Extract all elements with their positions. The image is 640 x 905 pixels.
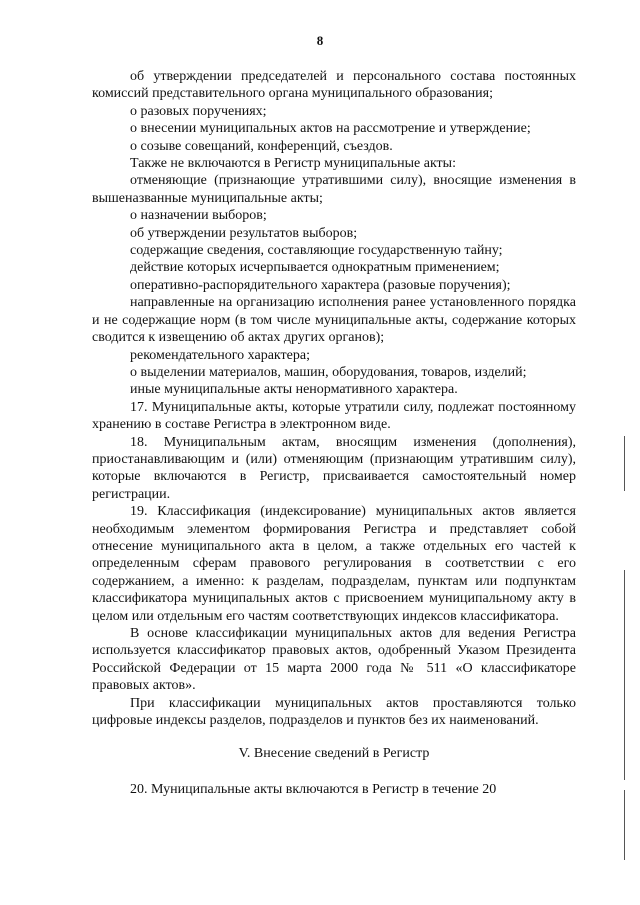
paragraph: о назначении выборов;: [130, 208, 267, 224]
paragraph: направленные на организацию исполнения ранее установленного порядка и не содержащие норм (в том числе муниципальные акты, содержание которых сводится к извещению об актах других органов);: [92, 295, 576, 346]
paragraph: о выделении материалов, машин, оборудования, товаров, изделий;: [130, 364, 527, 380]
paragraph: 20. Муниципальные акты включаются в Регистр в течение 20: [130, 781, 497, 797]
paragraph: В основе классификации муниципальных актов для ведения Регистра используется классификатор правовых актов, одобренный Указом Президента Российской Федерации от 15 марта 2000 года № 511 «О классификаторе правовых актов».: [92, 626, 576, 694]
scan-edge-mark: [624, 790, 625, 860]
paragraph: об утверждении результатов выборов;: [130, 225, 358, 241]
paragraph: 19. Классификация (индексирование) муниципальных актов является необходимым элементом формирования Регистра и представляет собой отнесение муниципального акта в целом, а также отдельных его частей к определенным сферам правового регулирования в соответствии с его содержанием, а именно: к разделам, подразделам, пунктам или подпунктам классификатора муниципальных актов с присвоением муниципальному акту в целом или отдельным его частям соответствующих индексов классификатора.: [92, 504, 576, 624]
section-heading: V. Внесение сведений в Регистр: [238, 746, 430, 762]
paragraph: содержащие сведения, составляющие государственную тайну;: [130, 243, 503, 259]
paragraph: иные муниципальные акты ненормативного характера.: [130, 382, 458, 398]
scan-edge-mark: [624, 436, 625, 491]
paragraph: действие которых исчерпывается однократным применением;: [130, 260, 500, 276]
paragraph: отменяющие (признающие утратившими силу), вносящие изменения в вышеназванные муниципальные акты;: [92, 173, 576, 206]
paragraph: о внесении муниципальных актов на рассмотрение и утверждение;: [130, 121, 531, 137]
paragraph: о созыве совещаний, конференций, съездов.: [130, 138, 393, 154]
paragraph: Также не включаются в Регистр муниципальные акты:: [130, 156, 456, 172]
paragraph: о разовых поручениях;: [130, 103, 267, 119]
document-body: [92, 68, 576, 798]
paragraph: рекомендательного характера;: [130, 347, 310, 363]
scan-edge-mark: [624, 570, 625, 780]
paragraph: При классификации муниципальных актов проставляются только цифровые индексы разделов, подразделов и пунктов без их наименований.: [92, 695, 576, 729]
page-number: 8: [316, 33, 324, 48]
paragraph: об утверждении председателей и персонального состава постоянных комиссий представительного органа муниципального образования;: [92, 69, 576, 102]
paragraph: 18. Муниципальным актам, вносящим изменения (дополнения), приостанавливающим и (или) отменяющим (признающим утратившим силу), которые включаются в Регистр, присваивается самостоятельный номер регистрации.: [92, 434, 576, 502]
paragraph: 17. Муниципальные акты, которые утратили силу, подлежат постоянному хранению в составе Регистра в электронном виде.: [92, 399, 576, 433]
paragraph: оперативно-распорядительного характера (разовые поручения);: [130, 277, 511, 293]
